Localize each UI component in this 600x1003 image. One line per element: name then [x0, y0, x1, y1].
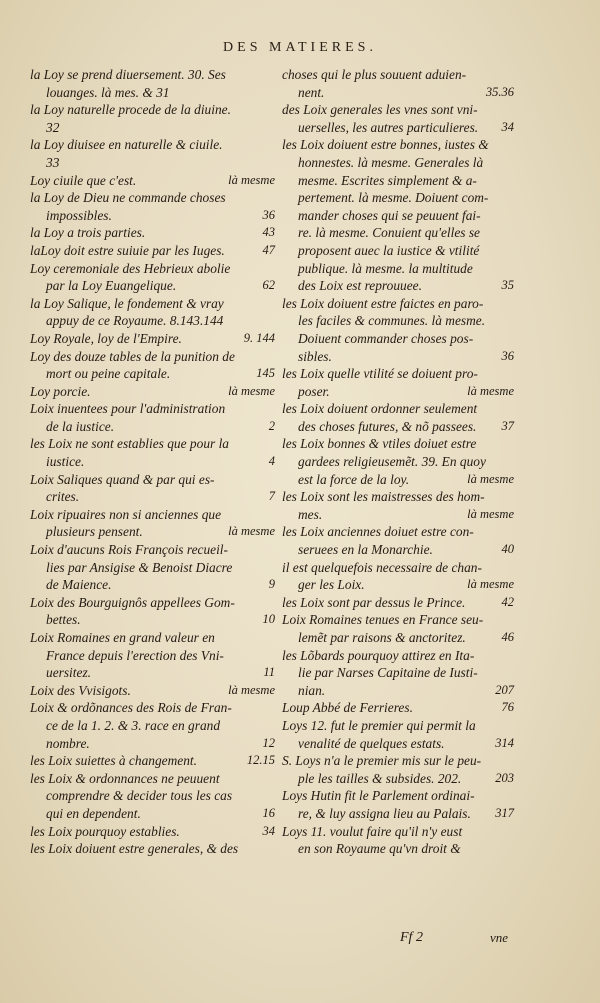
- entry-text: Loix inuentees pour l'administration: [30, 401, 226, 417]
- entry-page-ref: 36: [262, 207, 275, 222]
- entry-text: re, & luy assigna lieu au Palais.: [298, 805, 471, 821]
- entry-text: pertement. là mesme. Doiuent com-: [298, 190, 489, 206]
- entry-text: des Loix generales les vnes sont vni-: [282, 102, 478, 118]
- index-entry: [282, 242, 514, 260]
- entry-page-ref: là mesme: [228, 383, 275, 398]
- entry-text: S. Loys n'a le premier mis sur le peu-: [282, 753, 482, 769]
- entry-text: Loix ripuaires non si anciennes que: [30, 506, 222, 522]
- index-entry: [282, 154, 514, 172]
- entry-text: Loup Abbé de Ferrieres.: [282, 700, 413, 716]
- index-entry: [282, 823, 514, 841]
- index-entry: [30, 682, 275, 700]
- entry-text: laLoy doit estre suiuie par les Iuges.: [30, 242, 225, 258]
- entry-text: France depuis l'erection des Vni-: [46, 647, 224, 663]
- entry-text: mes.: [298, 506, 323, 522]
- index-entry: [30, 330, 275, 348]
- entry-page-ref: 7: [268, 489, 275, 504]
- entry-text: mort ou peine capitale.: [46, 366, 171, 382]
- entry-text: Loix d'aucuns Rois François recueil-: [30, 542, 228, 558]
- index-entry: [282, 682, 514, 700]
- index-entry: [282, 330, 514, 348]
- entry-page-ref: 62: [262, 278, 275, 293]
- entry-page-ref: 35: [501, 278, 514, 293]
- entry-text: Loys 11. voulut faire qu'il n'y eust: [282, 823, 463, 839]
- index-entry: [30, 189, 275, 207]
- entry-text: les Loix sont par dessus le Prince.: [282, 594, 466, 610]
- entry-text: Loix des Vvisigots.: [30, 682, 131, 698]
- running-header: DES MATIERES.: [223, 40, 377, 55]
- entry-text: Loy des douze tables de la punition de: [30, 348, 235, 364]
- entry-text: la Loy a trois parties.: [30, 225, 146, 241]
- entry-text: gardees religieusemẽt. 39. En quoy: [298, 454, 486, 470]
- entry-page-ref: 40: [501, 542, 514, 557]
- entry-text: sibles.: [298, 348, 332, 364]
- entry-page-ref: 2: [268, 418, 275, 433]
- index-entry: [30, 383, 275, 401]
- index-entry: [30, 312, 275, 330]
- index-entry: [282, 84, 514, 102]
- entry-text: les Loix & ordonnances ne peuuent: [30, 770, 220, 786]
- index-entry: [30, 348, 275, 366]
- index-entry: [30, 752, 275, 770]
- entry-text: poser.: [298, 383, 330, 399]
- entry-text: les Loix anciennes doiuet estre con-: [282, 524, 474, 540]
- index-entry: [282, 119, 514, 137]
- index-entry: [282, 488, 514, 506]
- entry-page-ref: 207: [495, 682, 514, 697]
- entry-text: proposent auec la iustice & vtilité: [298, 242, 480, 258]
- index-entry: [282, 594, 514, 612]
- entry-text: il est quelquefois necessaire de chan-: [282, 559, 482, 575]
- index-entry: [282, 312, 514, 330]
- entry-page-ref: là mesme: [228, 524, 275, 539]
- entry-text: les Lõbards pourquoy attirez en Ita-: [282, 647, 475, 663]
- index-entry: [30, 770, 275, 788]
- index-entry: [282, 136, 514, 154]
- index-entry: [282, 699, 514, 717]
- entry-page-ref: 12.15: [246, 753, 275, 768]
- index-entry: [30, 418, 275, 436]
- entry-text: ple les tailles & subsides. 202.: [298, 770, 462, 786]
- entry-text: la Loy Salique, le fondement & vray: [30, 295, 224, 311]
- index-entry: [282, 383, 514, 401]
- entry-page-ref: 46: [501, 630, 514, 644]
- index-entry: [30, 541, 275, 559]
- index-entry: [282, 787, 514, 805]
- entry-page-ref: 314: [495, 735, 514, 750]
- entry-text: appuy de ce Royaume. 8.143.144: [46, 313, 224, 329]
- index-entry: [30, 207, 275, 225]
- entry-text: bettes.: [46, 612, 81, 628]
- entry-page-ref: là mesme: [467, 506, 514, 521]
- entry-page-ref: 35.36: [485, 84, 514, 99]
- entry-text: 33: [46, 154, 60, 170]
- entry-page-ref: 34: [501, 119, 514, 134]
- entry-text: venalité de quelques estats.: [298, 735, 445, 751]
- entry-text: des Loix est reprouuee.: [298, 278, 422, 294]
- entry-text: les Loix ne sont establies que pour la: [30, 436, 229, 452]
- entry-text: Loix des Bourguignôs appellees Gom-: [30, 594, 235, 610]
- index-entry: [282, 453, 514, 471]
- index-entry: [30, 523, 275, 541]
- entry-page-ref: là mesme: [467, 577, 514, 592]
- entry-page-ref: 10: [262, 612, 275, 627]
- entry-text: les Loix bonnes & vtiles doiuet estre: [282, 436, 477, 452]
- index-entry: [282, 559, 514, 577]
- entry-text: mesme. Escrites simplement & a-: [298, 172, 477, 188]
- index-entry: [282, 365, 514, 383]
- entry-text: Doiuent commander choses pos-: [298, 330, 474, 346]
- entry-text: Loys Hutin fit le Parlement ordinai-: [282, 788, 475, 804]
- entry-page-ref: 12: [262, 735, 275, 750]
- index-entry: [30, 172, 275, 190]
- index-entry: [30, 66, 275, 84]
- index-entry: [30, 576, 275, 594]
- index-entry: [282, 189, 514, 207]
- entry-text: Loy porcie.: [30, 383, 91, 399]
- entry-text: les Loix doiuent estre generales, & des: [30, 841, 239, 857]
- index-entry: [30, 471, 275, 489]
- entry-text: Loix Saliques quand & par qui es-: [30, 471, 215, 487]
- entry-text: Loy ceremoniale des Hebrieux abolie: [30, 260, 231, 276]
- index-entry: [282, 611, 514, 629]
- entry-text: publique. là mesme. la multitude: [298, 260, 473, 276]
- entry-page-ref: là mesme: [467, 471, 514, 486]
- index-entry: [30, 453, 275, 471]
- entry-text: nian.: [298, 682, 326, 698]
- index-entry: [282, 277, 514, 295]
- entry-page-ref: 11: [263, 665, 275, 680]
- index-entry: [282, 629, 514, 647]
- entry-text: la Loy diuisee en naturelle & ciuile.: [30, 137, 223, 153]
- entry-text: re. là mesme. Conuient qu'elles se: [298, 225, 480, 241]
- index-entry: [30, 154, 275, 172]
- index-entry: [30, 101, 275, 119]
- index-entry: [282, 541, 514, 559]
- entry-text: uersitez.: [46, 665, 92, 681]
- entry-page-ref: 43: [262, 225, 275, 240]
- entry-text: Loix Romaines en grand valeur en: [30, 630, 215, 645]
- index-entry: [30, 594, 275, 612]
- entry-text: Loix & ordõnances des Rois de Fran-: [30, 700, 232, 716]
- index-entry: [30, 295, 275, 313]
- index-entry: [30, 735, 275, 753]
- index-entry: [30, 805, 275, 823]
- entry-text: mander choses qui se peuuent fai-: [298, 207, 481, 223]
- index-entry: [30, 840, 275, 858]
- index-column-left: [30, 66, 275, 858]
- entry-page-ref: 16: [262, 805, 275, 820]
- entry-text: honnestes. là mesme. Generales là: [298, 154, 484, 170]
- entry-page-ref: 76: [501, 700, 514, 715]
- entry-page-ref: 34: [262, 823, 275, 838]
- index-entry: [30, 488, 275, 506]
- index-entry: [282, 471, 514, 489]
- entry-page-ref: 47: [262, 242, 275, 257]
- entry-text: la Loy de Dieu ne commande choses: [30, 190, 226, 206]
- index-entry: [30, 664, 275, 682]
- index-entry: [30, 119, 275, 137]
- entry-text: les Loix doiuent estre faictes en paro-: [282, 295, 484, 311]
- entry-text: Loys 12. fut le premier qui permit la: [282, 717, 476, 733]
- entry-text: Loix Romaines tenues en France seu-: [282, 612, 484, 628]
- index-entry: [30, 242, 275, 260]
- entry-page-ref: 203: [495, 770, 514, 785]
- index-entry: [282, 717, 514, 735]
- index-entry: [282, 506, 514, 524]
- entry-page-ref: là mesme: [228, 682, 275, 697]
- index-entry: [282, 418, 514, 436]
- entry-text: des choses futures, & nõ passees.: [298, 418, 477, 434]
- index-entry: [30, 559, 275, 577]
- index-entry: [30, 435, 275, 453]
- entry-text: Loy ciuile que c'est.: [30, 172, 137, 188]
- entry-page-ref: 37: [501, 418, 514, 433]
- entry-text: qui en dependent.: [46, 805, 141, 821]
- index-entry: [30, 136, 275, 154]
- index-entry: [30, 400, 275, 418]
- entry-page-ref: 42: [501, 594, 514, 609]
- entry-page-ref: 317: [495, 805, 514, 820]
- entry-page-ref: 4: [268, 454, 275, 469]
- entry-text: les faciles & communes. là mesme.: [298, 313, 486, 329]
- entry-text: ce de la 1. 2. & 3. race en grand: [46, 717, 221, 733]
- entry-text: lies par Ansigise & Benoist Diacre: [46, 559, 233, 575]
- index-column-right: [282, 66, 514, 858]
- index-entry: [282, 752, 514, 770]
- index-entry: [30, 717, 275, 735]
- entry-text: en son Royaume qu'vn droit &: [298, 841, 461, 857]
- entry-text: ger les Loix.: [298, 577, 365, 593]
- entry-text: comprendre & decider tous les cas: [46, 788, 233, 804]
- index-entry: [282, 295, 514, 313]
- index-entry: [282, 207, 514, 225]
- signature-mark: Ff 2: [400, 930, 423, 945]
- index-entry: [282, 576, 514, 594]
- index-entry: [282, 840, 514, 858]
- index-entry: [30, 787, 275, 805]
- entry-text: uerselles, les autres particulieres.: [298, 119, 479, 135]
- index-entry: [282, 435, 514, 453]
- index-entry: [282, 664, 514, 682]
- entry-text: 32: [46, 119, 60, 135]
- entry-text: les Loix doiuent ordonner seulement: [282, 401, 478, 417]
- index-entry: [30, 506, 275, 524]
- index-entry: [30, 629, 275, 647]
- entry-text: seruees en la Monarchie.: [298, 542, 433, 558]
- index-entry: [282, 66, 514, 84]
- entry-text: louanges. là mes. & 31: [46, 84, 170, 100]
- index-entry: [30, 823, 275, 841]
- index-entry: [282, 770, 514, 788]
- index-entry: [282, 172, 514, 190]
- catchword: vne: [490, 930, 509, 945]
- entry-text: les Loix quelle vtilité se doiuent pro-: [282, 366, 478, 382]
- entry-text: la Loy naturelle procede de la diuine.: [30, 102, 231, 118]
- entry-text: les Loix sont les maistresses des hom-: [282, 489, 485, 505]
- entry-text: choses qui le plus souuent aduien-: [282, 67, 467, 82]
- index-entry: [30, 260, 275, 278]
- entry-text: plusieurs pensent.: [46, 524, 143, 540]
- entry-text: lemẽt par raisons & anctoritez.: [298, 630, 466, 645]
- index-entry: [30, 84, 275, 102]
- entry-text: nombre.: [46, 735, 90, 751]
- index-entry: [282, 805, 514, 823]
- index-entry: [30, 647, 275, 665]
- entry-page-ref: 36: [501, 348, 514, 363]
- index-entry: [282, 647, 514, 665]
- entry-page-ref: 145: [256, 366, 275, 381]
- entry-page-ref: 9: [268, 577, 275, 592]
- entry-text: Loy Royale, loy de l'Empire.: [30, 330, 182, 346]
- entry-text: les Loix pourquoy establies.: [30, 823, 180, 839]
- entry-page-ref: là mesme: [467, 383, 514, 398]
- entry-text: est la force de la loy.: [298, 471, 410, 487]
- index-entry: [30, 277, 275, 295]
- index-entry: [30, 611, 275, 629]
- entry-text: nent.: [298, 84, 325, 100]
- index-entry: [282, 400, 514, 418]
- entry-text: iustice.: [46, 454, 85, 470]
- index-entry: [30, 365, 275, 383]
- index-entry: [282, 348, 514, 366]
- entry-text: crites.: [46, 489, 80, 505]
- entry-text: de la iustice.: [46, 418, 115, 434]
- entry-text: les Loix suiettes à changement.: [30, 753, 197, 769]
- index-entry: [282, 523, 514, 541]
- index-entry: [282, 224, 514, 242]
- entry-text: impossibles.: [46, 207, 112, 223]
- index-entry: [282, 735, 514, 753]
- entry-text: lie par Narses Capitaine de Iusti-: [298, 665, 478, 681]
- index-entry: [30, 224, 275, 242]
- entry-text: la Loy se prend diuersement. 30. Ses: [30, 67, 226, 82]
- index-entry: [30, 699, 275, 717]
- index-entry: [282, 101, 514, 119]
- entry-page-ref: 9. 144: [243, 330, 275, 345]
- entry-page-ref: là mesme: [228, 172, 275, 187]
- entry-text: par la Loy Euangelique.: [46, 278, 177, 294]
- index-entry: [282, 260, 514, 278]
- entry-text: les Loix doiuent estre bonnes, iustes &: [282, 137, 489, 153]
- entry-text: de Maience.: [46, 577, 112, 593]
